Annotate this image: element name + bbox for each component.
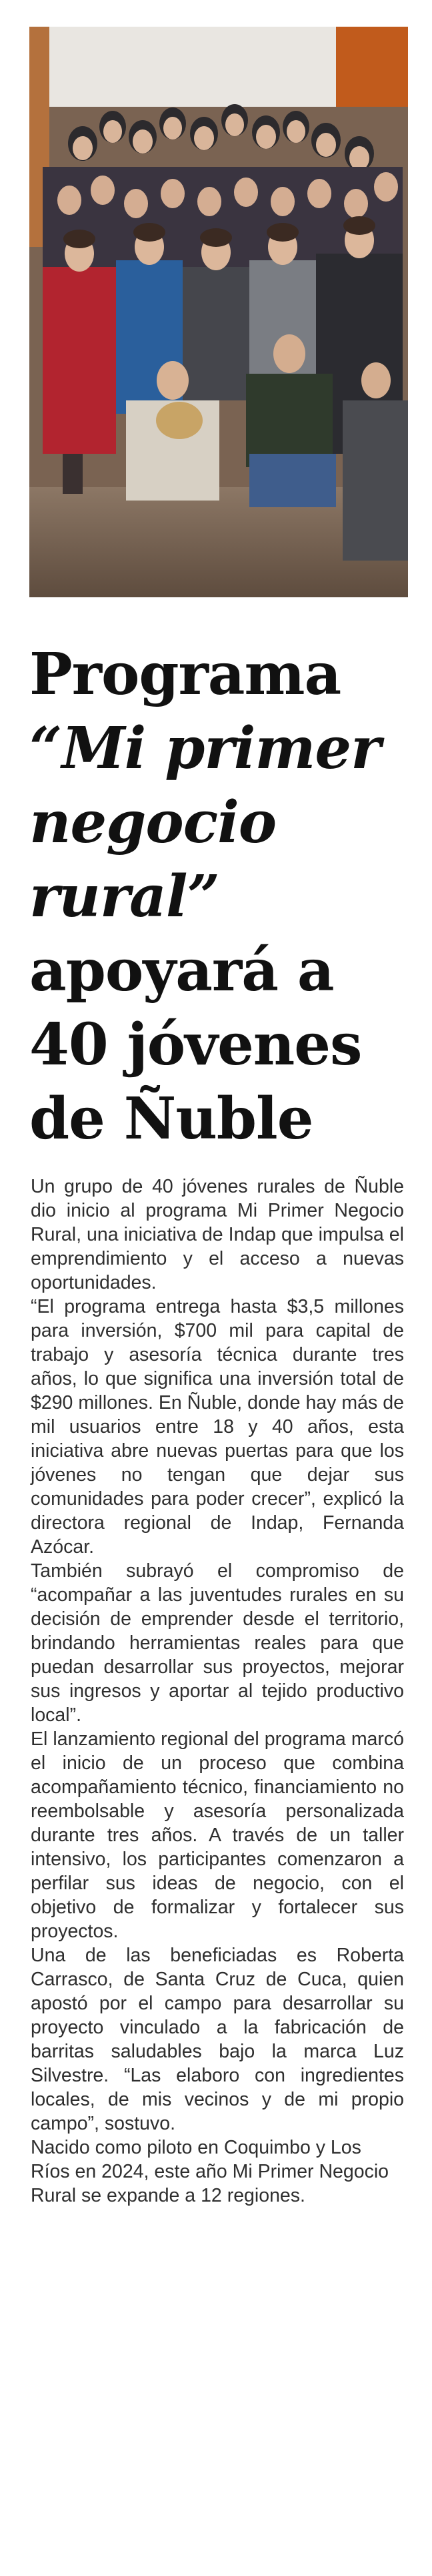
- headline-line: “Mi primer: [29, 715, 381, 782]
- headline-line: Programa: [29, 641, 341, 708]
- group-photo: [29, 27, 408, 597]
- article-paragraph: Nacido como piloto en Coquimbo y Los Ríos en 2024, este año Mi Primer Negocio Rural se expande a 12 regiones.: [31, 2137, 389, 2206]
- article-paragraph: El lanzamiento regional del programa marcó el inicio de un proceso que combina acompañamiento técnico, financiamiento no reembolsable y asesoría personalizada durante tres años. A través de un taller intensivo, los participantes comenzaron a perfilar sus ideas de negocio, con el objetivo de formalizar y fortalecer sus proyectos.: [31, 1728, 404, 1942]
- article-paragraph: Una de las beneficiadas es Roberta Carrasco, de Santa Cruz de Cuca, quien apostó por el campo para desarrollar su proyecto vinculado a la fabricación de barritas saludables bajo la marca Luz Silvestre. “Las elaboro con ingredientes locales, de mis vecinos y de mi propio campo”, sostuvo.: [31, 1945, 404, 2134]
- headline-line: negocio: [29, 789, 277, 856]
- headline: [29, 637, 416, 1156]
- headline-line: 40 jóvenes: [29, 1011, 362, 1078]
- article-body: [31, 1175, 404, 2208]
- article-paragraph: También subrayó el compromiso de “acompañar a las juventudes rurales en su decisión de emprender desde el territorio, brindando herramientas reales para que puedan desarrollar sus proyectos, mejorar sus ingresos y aportar al tejido productivo local”.: [31, 1560, 404, 1726]
- article-paragraph: Un grupo de 40 jóvenes rurales de Ñuble dio inicio al programa Mi Primer Negocio Rural, una iniciativa de Indap que impulsa el emprendimiento y el acceso a nuevas oportunidades.: [31, 1176, 404, 1293]
- headline-line: apoyará a: [29, 937, 334, 1004]
- headline-line: rural”: [29, 863, 220, 930]
- group-photo-icon: [29, 27, 408, 597]
- headline-line: de Ñuble: [29, 1085, 313, 1153]
- article-paragraph: “El programa entrega hasta $3,5 millones para inversión, $700 mil para capital de trabajo y asesoría técnica durante tres años, lo que significa una inversión total de $290 millones. En Ñuble, donde hay más de mil usuarios entre 18 y 40 años, esta iniciativa abre nuevas puertas para que los jóvenes no tengan que dejar sus comunidades para poder crecer”, explicó la directora regional de Indap, Fernanda Azócar.: [31, 1296, 404, 1558]
